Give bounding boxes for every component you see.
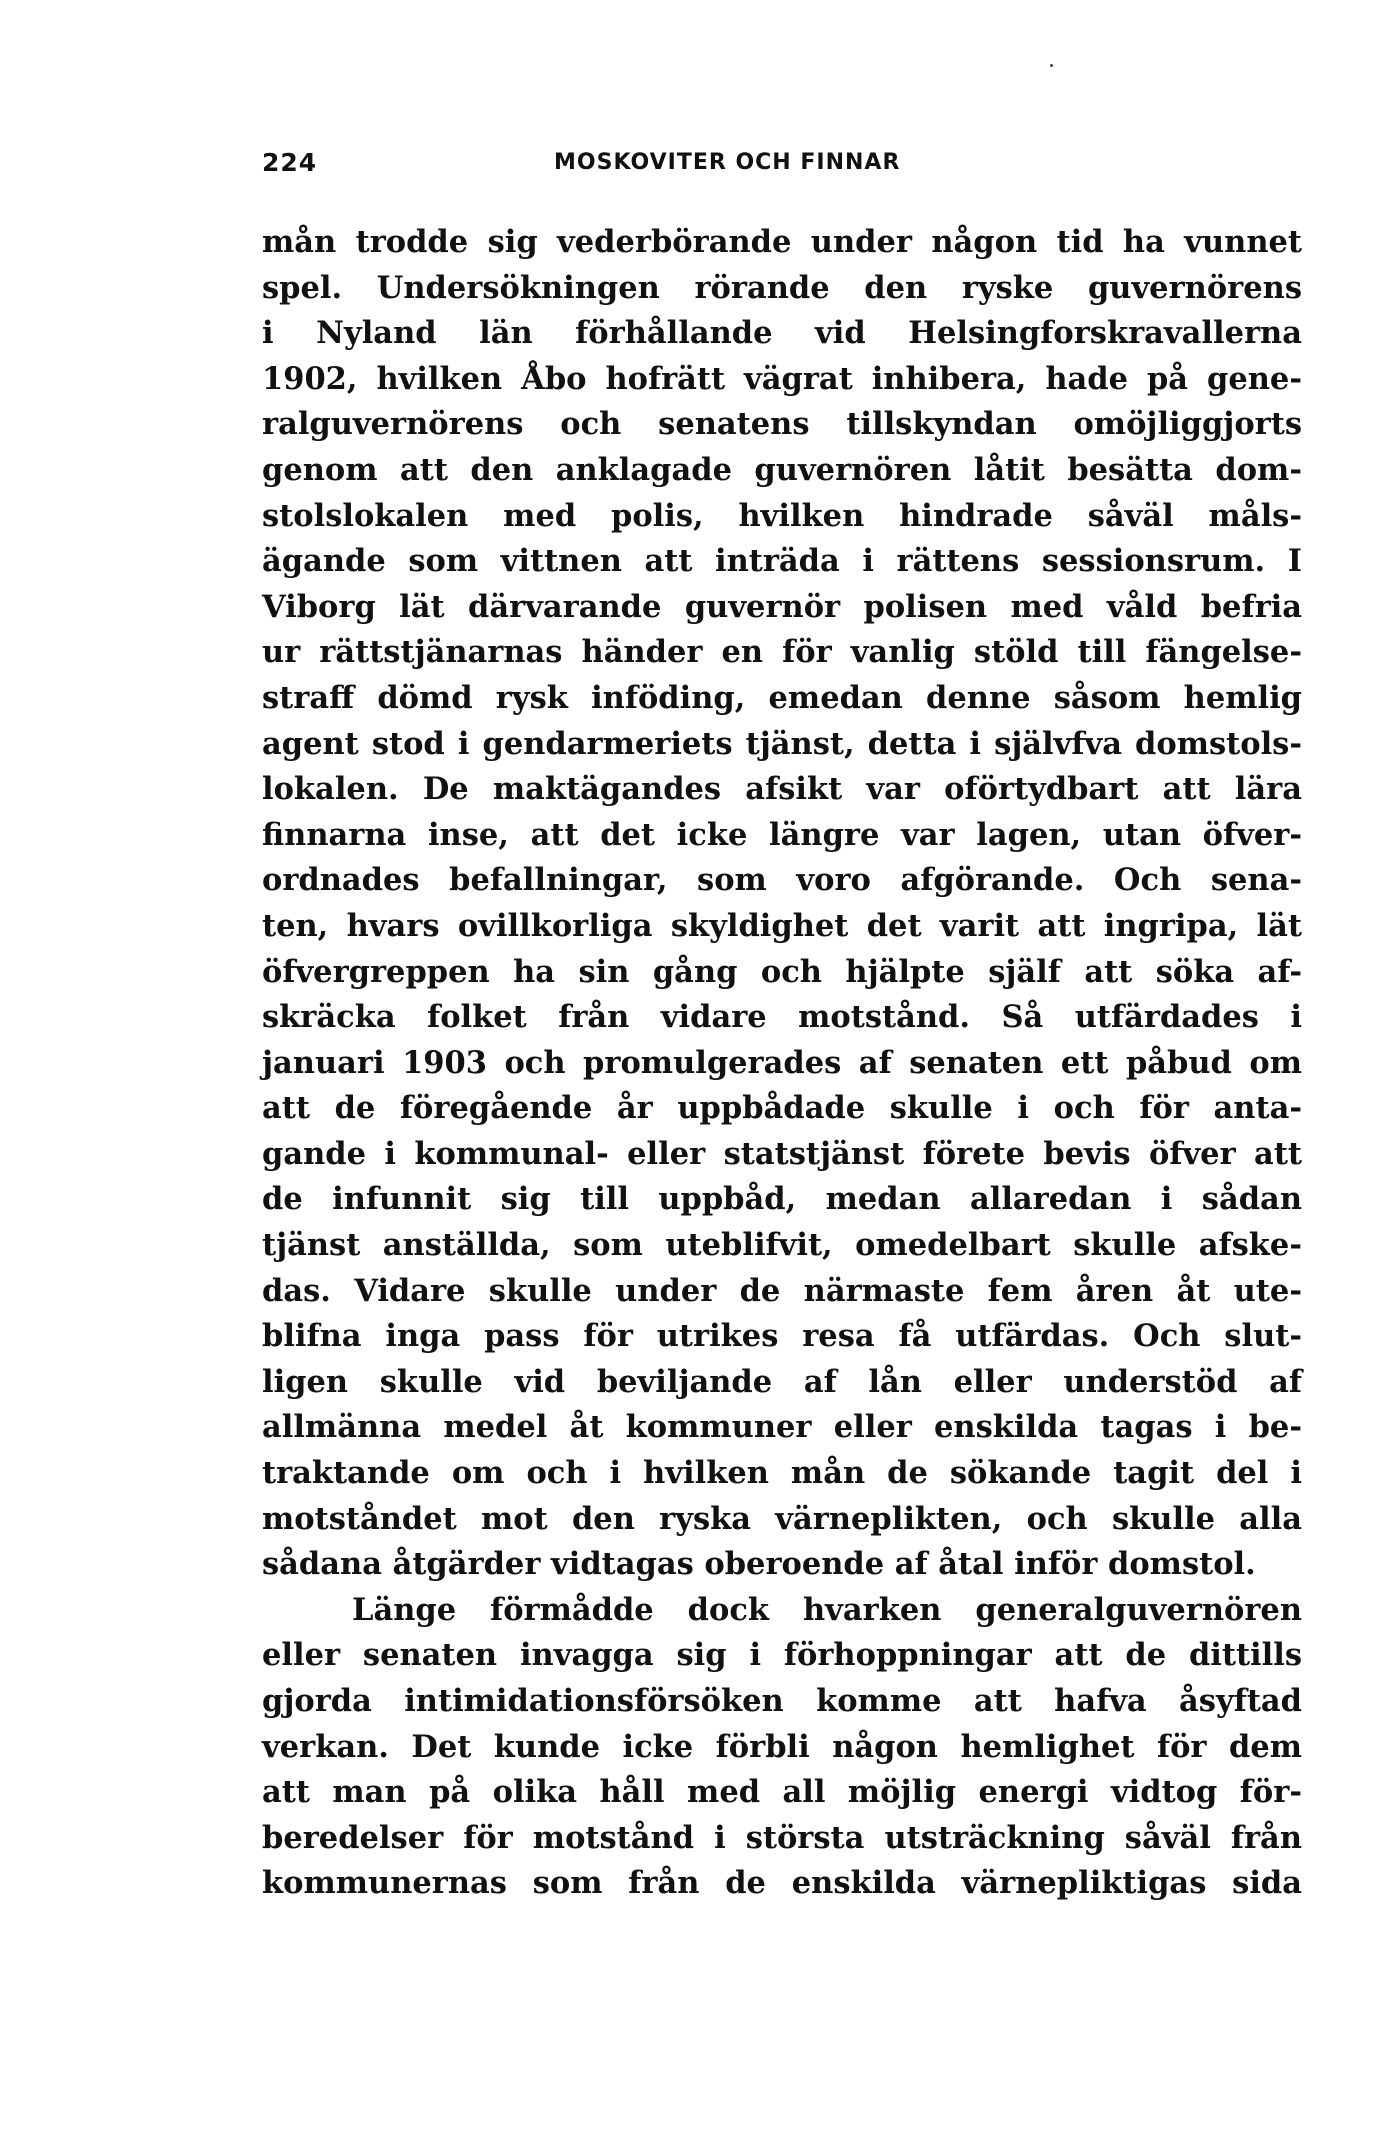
text-line: agent stod i gendarmeriets tjänst, detta i självfva domstols- (262, 725, 1302, 762)
text-line: ordnades befallningar, som voro afgörande. Och sena- (262, 862, 1302, 899)
text-line: ägande som vittnen att inträda i rättens sessionsrum. I (262, 543, 1302, 580)
text-line: i Nyland län förhållande vid Helsingforskravallerna (262, 315, 1302, 352)
text-line: beredelser för motstånd i största utsträckning såväl från (262, 1819, 1302, 1856)
text-line: blifna inga pass för utrikes resa få utfärdas. Och slut- (262, 1318, 1302, 1355)
text-line: allmänna medel åt kommuner eller enskilda tagas i be- (262, 1409, 1302, 1446)
text-line: ten, hvars ovillkorliga skyldighet det varit att ingripa, lät (262, 907, 1302, 944)
text-line: Viborg lät därvarande guvernör polisen med våld befria (262, 588, 1302, 625)
text-line: skräcka folket från vidare motstånd. Så utfärdades i (262, 999, 1302, 1036)
print-speck (1050, 64, 1053, 67)
text-line: traktande om och i hvilken mån de sökande tagit del i (262, 1455, 1302, 1492)
text-line: verkan. Det kunde icke förbli någon hemlighet för dem (262, 1728, 1302, 1765)
text-line: att man på olika håll med all möjlig energi vidtog för- (262, 1774, 1302, 1811)
text-line: kommunernas som från de enskilda värnepliktigas sida (262, 1865, 1302, 1902)
running-head: MOSKOVITER OCH FINNAR (554, 150, 901, 175)
text-line: genom att den anklagade guvernören låtit besätta dom- (262, 451, 1302, 488)
text-line: gande i kommunal- eller statstjänst förete bevis öfver att (262, 1135, 1302, 1172)
text-line: att de föregående år uppbådade skulle i och för anta- (262, 1090, 1302, 1127)
text-line: öfvergreppen ha sin gång och hjälpte själf att söka af- (262, 953, 1302, 990)
text-line: 1902, hvilken Åbo hofrätt vägrat inhibera, hade på gene- (262, 360, 1302, 397)
text-line: motståndet mot den ryska värneplikten, och skulle alla (262, 1500, 1302, 1537)
text-line: ralguvernörens och senatens tillskyndan omöjliggjorts (262, 406, 1302, 443)
text-line: stolslokalen med polis, hvilken hindrade såväl måls- (262, 497, 1302, 534)
body-text (262, 220, 1302, 1907)
text-line: das. Vidare skulle under de närmaste fem åren åt ute- (262, 1272, 1302, 1309)
text-line: straff dömd rysk inföding, emedan denne såsom hemlig (262, 679, 1302, 716)
paragraph-start-line: Länge förmådde dock hvarken generalguvernören (352, 1591, 1302, 1628)
text-line: eller senaten invagga sig i förhoppningar att de dittills (262, 1637, 1302, 1674)
text-line: de infunnit sig till uppbåd, medan allaredan i sådan (262, 1181, 1302, 1218)
page-number: 224 (262, 148, 318, 177)
text-line: mån trodde sig vederbörande under någon tid ha vunnet (262, 224, 1302, 260)
text-line: lokalen. De maktägandes afsikt var oförtydbart att lära (262, 771, 1302, 808)
text-line: ur rättstjänarnas händer en för vanlig stöld till fängelse- (262, 634, 1302, 671)
text-line: januari 1903 och promulgerades af senaten ett påbud om (262, 1044, 1302, 1081)
text-line: tjänst anställda, som uteblifvit, omedelbart skulle afske- (262, 1227, 1302, 1264)
text-line: ligen skulle vid beviljande af lån eller understöd af (262, 1363, 1302, 1400)
text-line: finnarna inse, att det icke längre var lagen, utan öfver- (262, 816, 1302, 853)
paragraph-end-line: sådana åtgärder vidtagas oberoende af åtal inför domstol. (262, 1546, 1256, 1583)
text-line: spel. Undersökningen rörande den ryske guvernörens (262, 269, 1302, 306)
text-line: gjorda intimidationsförsöken komme att hafva åsyftad (262, 1683, 1302, 1719)
page-header (262, 148, 1002, 188)
